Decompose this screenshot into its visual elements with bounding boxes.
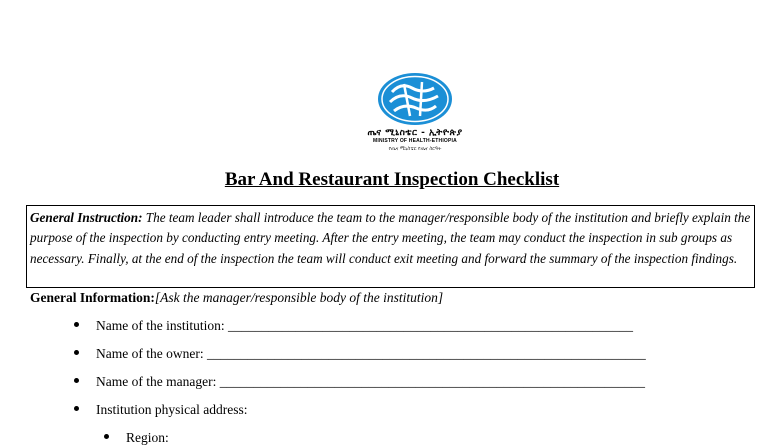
bullet-icon bbox=[74, 378, 79, 383]
field-label: Name of the owner: _________________________________________________________________ bbox=[96, 346, 646, 361]
field-institution-name bbox=[74, 318, 633, 334]
subfield-region bbox=[104, 430, 169, 446]
bullet-icon bbox=[74, 350, 79, 355]
logo-motto-text: የጤና ሚኒስቴር የጤና ስርዓት bbox=[388, 146, 442, 152]
general-instruction-box bbox=[26, 205, 755, 288]
bullet-icon bbox=[104, 434, 109, 439]
field-owner-name bbox=[74, 346, 646, 362]
subfield-label: Region: bbox=[126, 430, 169, 445]
general-instruction-label: General Instruction: bbox=[30, 210, 143, 225]
logo-amharic-text: ጤና ሚኒስቴር - ኢትዮጵያ bbox=[367, 128, 463, 138]
ministry-emblem-icon bbox=[376, 72, 454, 126]
bullet-icon bbox=[74, 406, 79, 411]
general-information-note: [Ask the manager/responsible body of the institution] bbox=[154, 290, 444, 305]
general-information-heading bbox=[30, 290, 443, 306]
field-label: Name of the manager: _______________________________________________________________ bbox=[96, 374, 645, 389]
general-instruction-text: The team leader shall introduce the team to the manager/responsible body of the institution and briefly explain the purpose of the inspection by conducting entry meeting. After the entry meeting, the team may conduct the inspection in sub groups as necessary. Finally, at the end of the inspection the team will conduct exit meeting and forward the summary of the inspection findings. bbox=[30, 210, 751, 266]
bullet-icon bbox=[74, 322, 79, 327]
field-manager-name bbox=[74, 374, 645, 390]
ministry-logo bbox=[340, 72, 490, 152]
field-label: Institution physical address: bbox=[96, 402, 248, 417]
field-label: Name of the institution: ____________________________________________________________ bbox=[96, 318, 633, 333]
logo-english-text: MINISTRY OF HEALTH-ETHIOPIA bbox=[373, 138, 457, 144]
field-physical-address bbox=[74, 402, 247, 418]
document-title: Bar And Restaurant Inspection Checklist bbox=[224, 169, 560, 190]
general-information-label: General Information: bbox=[30, 290, 155, 305]
